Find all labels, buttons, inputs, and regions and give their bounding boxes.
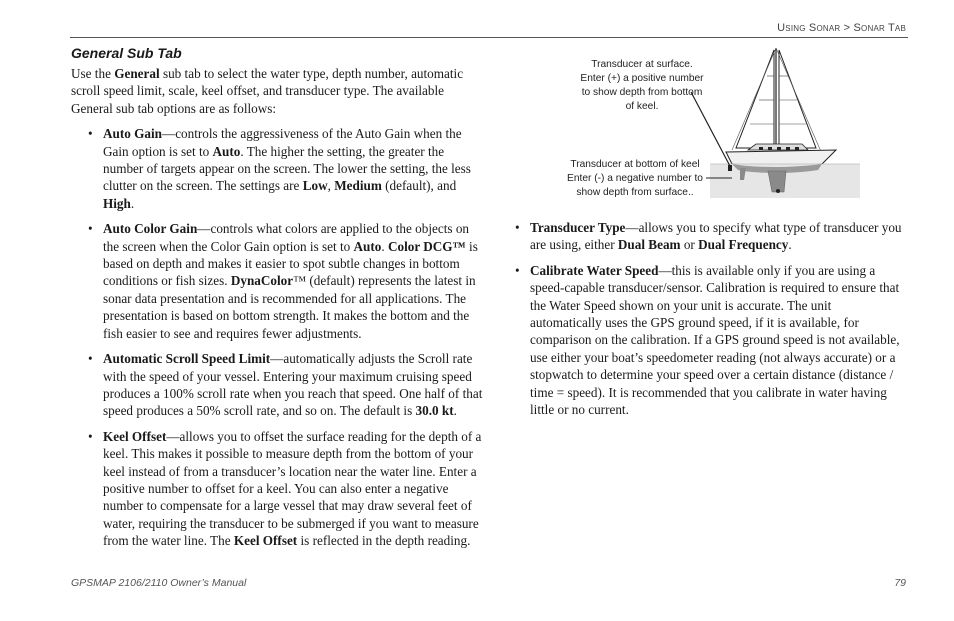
- text-run: —allows you to offset the surface reading for the depth of a keel. This makes it possible to measure depth from the bottom of your keel instead of from a transducer’s location near the water line. Enter a positive number to offset for a keel. You can also enter a negative number to compensate for a large vessel that may draw several feet of water, requiring the transducer to be submerged if you want to measure from the water line. The: [103, 428, 482, 549]
- bullet-marker: •: [88, 351, 93, 367]
- bold-term: Auto Color Gain: [103, 221, 198, 237]
- section-title: General Sub Tab: [71, 45, 182, 61]
- breadcrumb: Using Sonar > Sonar Tab: [777, 22, 906, 34]
- text-run: —controls what colors are applied to the objects on the screen when the Color Gain option is set to: [103, 221, 470, 254]
- bullet-item: [71, 220, 483, 342]
- bold-term: 30.0 kt: [415, 403, 454, 419]
- right-column: [512, 219, 904, 426]
- intro-paragraph: [71, 65, 483, 117]
- text-run: (default), and: [381, 178, 457, 194]
- bold-term: DynaColor: [230, 273, 294, 289]
- text-run: sub tab to select the water type, depth number, automatic scroll speed limit, scale, keel offset, and transducer type. The available General sub tab options are as follows:: [71, 66, 464, 116]
- bold-term: General: [114, 66, 160, 81]
- caption-transducer-keel: Transducer at bottom of keel Enter (-) a negative number to show depth from surface..: [567, 159, 703, 198]
- text-run: .: [788, 237, 792, 253]
- bold-term: Keel Offset: [103, 428, 167, 444]
- text-run: —allows you to specify what type of transducer you are using, either: [530, 220, 902, 253]
- bullet-marker: •: [88, 428, 93, 444]
- bold-term: Medium: [334, 178, 382, 194]
- bullet-item: [71, 350, 483, 420]
- bullet-item: [512, 219, 904, 254]
- text-run: is reflected in the depth reading.: [297, 533, 471, 549]
- text-run: is based on depth and makes it easier to spot subtle changes in bottom conditions or fish sizes.: [103, 238, 478, 289]
- mainsail: [736, 50, 774, 148]
- text-run: ,: [327, 178, 335, 194]
- text-run: —this is available only if you are using a speed-capable transducer/sensor. Calibration is required to ensure that the Water Speed shown on your unit is accurate. The unit automatically uses the GPS ground speed, if it is available, for comparison on the calibration. If a GPS ground speed is not available, use either your boat’s speedometer reading (not always accurate) or a stopwatch to determine your speed over a certain distance (distance / time = speed). It is recommended that you calibrate in water having little or no current.: [530, 262, 900, 418]
- bold-term: Dual Beam: [617, 237, 681, 253]
- bold-term: Automatic Scroll Speed Limit: [103, 351, 271, 367]
- text-run: —automatically adjusts the Scroll rate with the speed of your vessel. Entering your maximum cruising speed produces a 100% scroll rate when you reach that speed. One half of that speed produces a 50% scroll rate, and so on. The default is: [103, 351, 483, 419]
- bold-term: Color DCG™: [387, 238, 466, 254]
- bold-term: Transducer Type: [530, 220, 626, 235]
- jib: [779, 50, 816, 148]
- transducer-keel: [776, 189, 780, 193]
- text-run: or: [680, 237, 699, 253]
- bold-term: Auto: [212, 143, 241, 159]
- text-run: .: [453, 403, 457, 419]
- left-column: [71, 44, 483, 558]
- bullet-item: [512, 262, 904, 419]
- bold-term: High: [103, 195, 131, 211]
- bold-term: Low: [302, 178, 328, 194]
- left-bullet-list: [71, 125, 483, 549]
- caption-transducer-surface: Transducer at surface. Enter (+) a positive number to show depth from bottom of keel.: [580, 59, 704, 112]
- text-run: ™ (default) represents the latest in sonar data presentation and is recommended for all applications. The presentation is based on bottom strength. It makes the bottom and the fish easier to see and requires fewer adjustments.: [103, 273, 476, 341]
- footer-manual-title: GPSMAP 2106/2110 Owner’s Manual: [71, 577, 247, 589]
- bullet-item: [71, 125, 483, 212]
- text-run: Use the: [71, 66, 115, 81]
- text-run: .: [381, 238, 388, 254]
- bullet-marker: •: [515, 220, 520, 235]
- bullet-marker: •: [88, 221, 93, 237]
- bullet-item: [71, 428, 483, 550]
- bold-term: Keel Offset: [233, 533, 298, 549]
- bold-term: Auto: [353, 238, 382, 254]
- text-run: —controls the aggressiveness of the Auto Gain when the Gain option is set to: [103, 126, 462, 159]
- page-number: 79: [894, 577, 906, 589]
- text-run: .: [130, 195, 135, 211]
- bullet-marker: •: [88, 126, 93, 142]
- bold-term: Auto Gain: [103, 126, 162, 142]
- bold-term: Calibrate Water Speed: [530, 262, 659, 278]
- bullet-marker: •: [515, 262, 520, 278]
- right-bullet-list: [512, 219, 904, 418]
- bold-term: Dual Frequency: [698, 237, 789, 253]
- text-run: . The higher the setting, the greater the number of targets appear on the screen. The lower the setting, the less clutter on the screen. The settings are: [103, 143, 471, 194]
- header-rule: [70, 37, 908, 38]
